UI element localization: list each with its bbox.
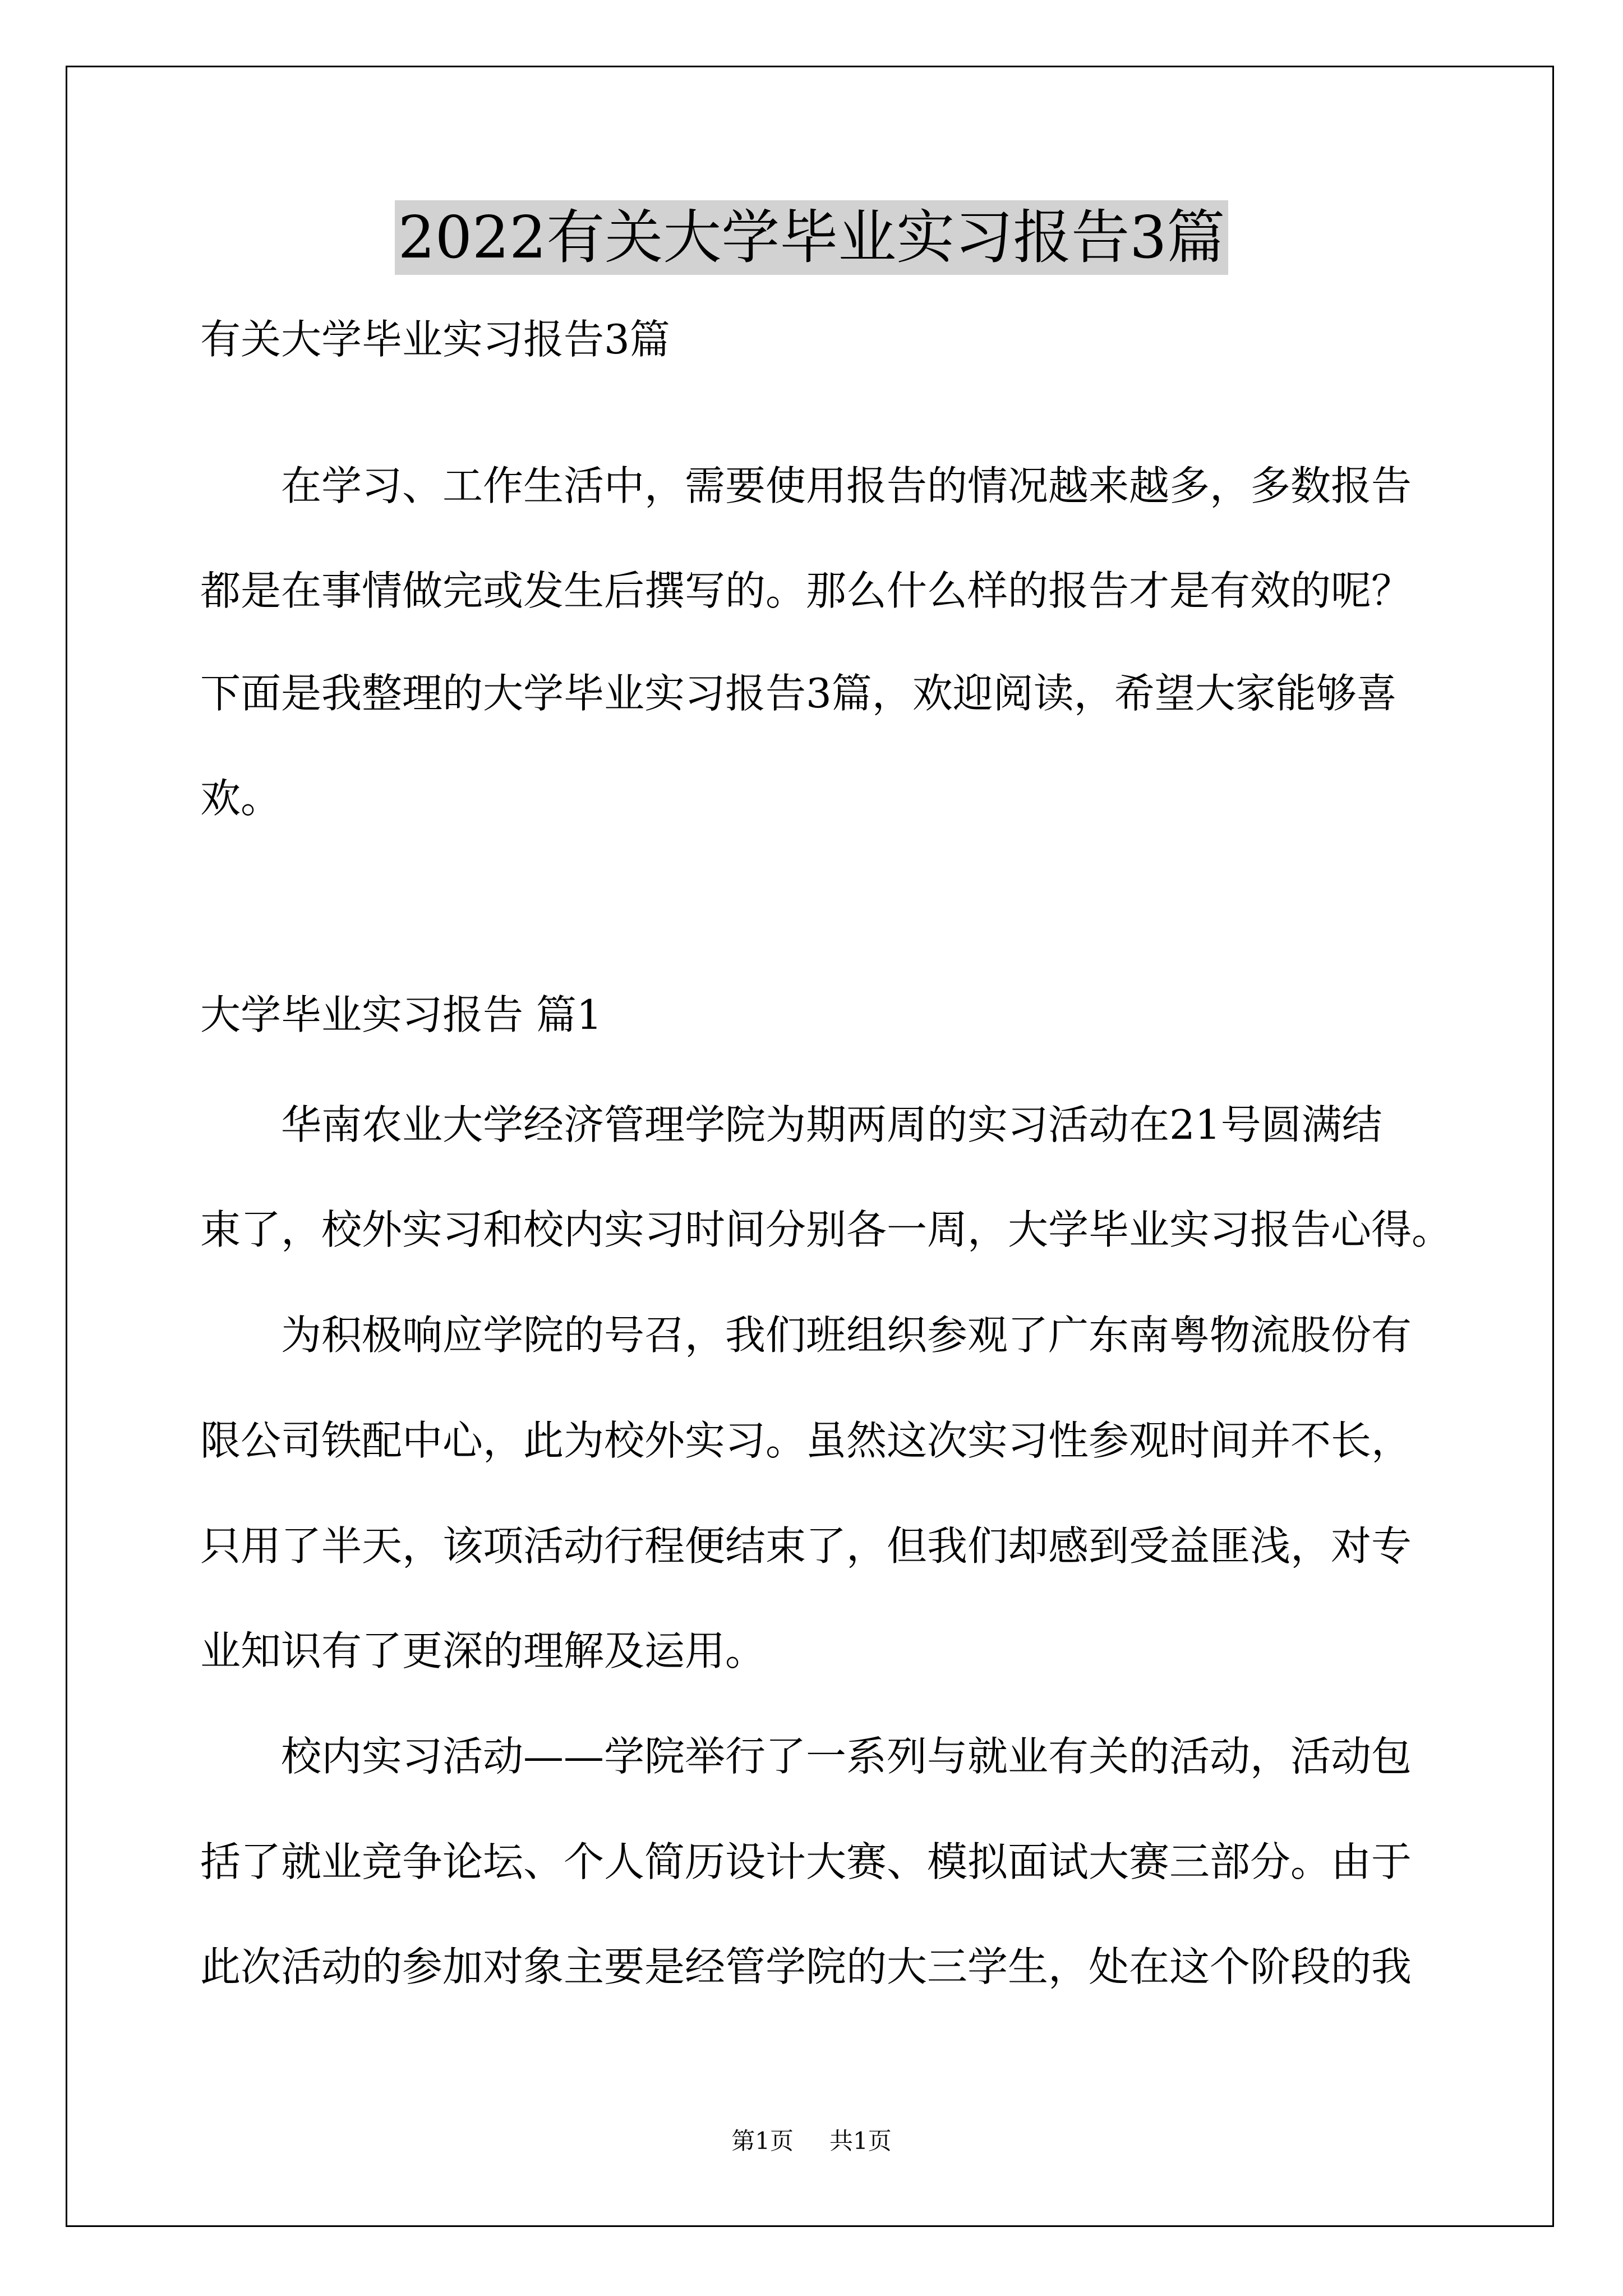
paragraph-line: 此次活动的参加对象主要是经管学院的大三学生，处在这个阶段的我 — [200, 1943, 1412, 1990]
document-heading: 有关大学毕业实习报告3篇 — [200, 316, 670, 363]
section-heading: 大学毕业实习报告 篇1 — [200, 991, 602, 1038]
paragraph-line: 校内实习活动——学院举行了一系列与就业有关的活动，活动包 — [281, 1733, 1412, 1780]
document-title: 2022有关大学毕业实习报告3篇 — [395, 200, 1229, 275]
paragraph-line: 限公司铁配中心，此为校外实习。虽然这次实习性参观时间并不长， — [200, 1417, 1412, 1464]
paragraph-line: 华南农业大学经济管理学院为期两周的实习活动在21号圆满结 — [281, 1101, 1382, 1148]
intro-line: 都是在事情做完或发生后撰写的。那么什么样的报告才是有效的呢？ — [200, 567, 1412, 614]
title-block — [0, 200, 1623, 275]
page-number: 第1页 — [731, 2127, 794, 2155]
paragraph-line: 括了就业竞争论坛、个人简历设计大赛、模拟面试大赛三部分。由于 — [200, 1838, 1412, 1885]
intro-line: 欢。 — [200, 775, 282, 822]
page-total: 共1页 — [829, 2127, 892, 2155]
intro-line: 在学习、工作生活中，需要使用报告的情况越来越多，多数报告 — [281, 462, 1412, 509]
page-footer — [0, 2125, 1623, 2157]
paragraph-line: 只用了半天，该项活动行程便结束了，但我们却感到受益匪浅，对专 — [200, 1522, 1412, 1570]
intro-line: 下面是我整理的大学毕业实习报告3篇，欢迎阅读，希望大家能够喜 — [200, 670, 1397, 717]
paragraph-line: 为积极响应学院的号召，我们班组织参观了广东南粤物流股份有 — [281, 1312, 1412, 1359]
paragraph-line: 业知识有了更深的理解及运用。 — [200, 1627, 766, 1674]
paragraph-line: 束了，校外实习和校内实习时间分别各一周，大学毕业实习报告心得。 — [200, 1206, 1453, 1253]
